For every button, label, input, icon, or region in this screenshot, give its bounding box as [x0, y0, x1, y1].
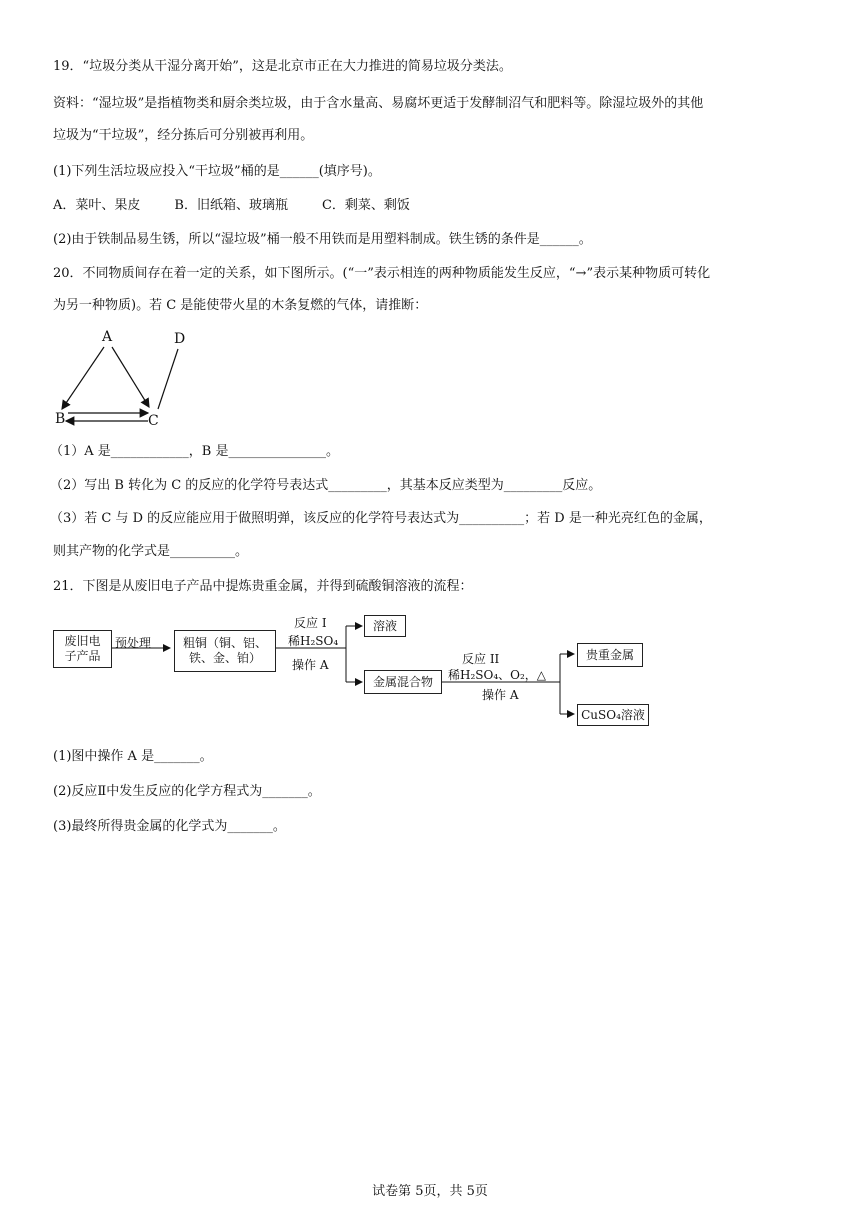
- q20-relation-diagram: [50, 325, 200, 435]
- q20-sub3-line1: （3）若 C 与 D 的反应能应用于做照明弹，该反应的化学符号表达式为__________；若 D 是一种光亮红色的金属，: [50, 511, 712, 526]
- q19-sub2: (2)由于铁制品易生锈，所以“湿垃圾”桶一般不用铁而是用塑料制成。铁生锈的条件是______。: [53, 232, 592, 247]
- q20-sub2: （2）写出 B 转化为 C 的反应的化学符号表达式_________，其基本反应类型为_________反应。: [50, 478, 602, 493]
- box-waste-electronics: [53, 630, 112, 668]
- node-d: D: [174, 331, 186, 347]
- q19-option-b: B．旧纸箱、玻璃瓶: [174, 198, 288, 213]
- box-metal-mixture: 金属混合物: [364, 670, 442, 694]
- label-operation1: 操作 A: [292, 658, 329, 672]
- q21-flowchart: [50, 610, 670, 730]
- arrow-a-to-c: [112, 347, 149, 407]
- box-waste-electronics-line2: 子产品: [64, 649, 101, 663]
- label-reaction1: 反应 I: [294, 616, 327, 630]
- label-pretreatment: 预处理: [115, 636, 152, 650]
- q19-material-line1: 资料：“湿垃圾”是指植物类和厨余类垃圾，由于含水量高、易腐坏更适于发酵制沼气和肥料等。除湿垃圾外的其他: [53, 96, 704, 111]
- label-operation2: 操作 A: [482, 688, 519, 702]
- q19-stem: 19．“垃圾分类从干湿分离开始”，这是北京市正在大力推进的简易垃圾分类法。: [53, 59, 512, 74]
- q21-sub1: (1)图中操作 A 是_______。: [53, 749, 213, 764]
- box-cuso4-solution: CuSO₄溶液: [577, 704, 649, 726]
- box-crude-copper-line2: 铁、金、铂）: [188, 651, 261, 665]
- line-d-c: [158, 349, 178, 409]
- q19-option-a: A．菜叶、果皮: [53, 198, 141, 213]
- q19-sub1: (1)下列生活垃圾应投入“干垃圾”桶的是______(填序号)。: [53, 164, 381, 179]
- box-precious-metal: 贵重金属: [577, 643, 643, 667]
- box-crude-copper-line1: 粗铜（铜、铝、: [182, 636, 267, 650]
- node-b: B: [55, 411, 66, 427]
- label-reagents2: 稀H₂SO₄、O₂，△: [448, 668, 547, 682]
- arrow-a-to-b: [62, 347, 104, 409]
- q21-sub2: (2)反应Ⅱ中发生反应的化学方程式为_______。: [53, 784, 321, 799]
- node-a: A: [102, 329, 113, 345]
- q19-option-c: C．剩菜、剩饭: [321, 198, 410, 213]
- page-footer: 试卷第 5页，共 5页: [372, 1184, 488, 1199]
- q19-options: [53, 197, 410, 215]
- box-waste-electronics-line1: 废旧电: [64, 634, 101, 648]
- q21-sub3: (3)最终所得贵金属的化学式为_______。: [53, 819, 286, 834]
- q21-stem: 21．下图是从废旧电子产品中提炼贵重金属，并得到硫酸铜溶液的流程：: [53, 579, 473, 594]
- box-solution: 溶液: [364, 615, 406, 637]
- q20-sub3-line2: 则其产物的化学式是__________。: [53, 544, 249, 559]
- q20-sub1: （1）A 是____________，B 是_______________。: [50, 444, 339, 459]
- node-c: C: [148, 413, 159, 429]
- q20-stem-line1: 20．不同物质间存在着一定的关系，如下图所示。(“一”表示相连的两种物质能发生反应，“→”表示某种物质可转化: [53, 266, 711, 281]
- q20-stem-line2: 为另一种物质)。若 C 是能使带火星的木条复燃的气体，请推断：: [53, 298, 428, 313]
- label-reaction2: 反应 II: [462, 652, 500, 666]
- label-acid1: 稀H₂SO₄: [288, 634, 339, 648]
- box-crude-copper: [174, 630, 276, 672]
- q19-material-line2: 垃圾为“干垃圾”，经分拣后可分别被再利用。: [53, 128, 314, 143]
